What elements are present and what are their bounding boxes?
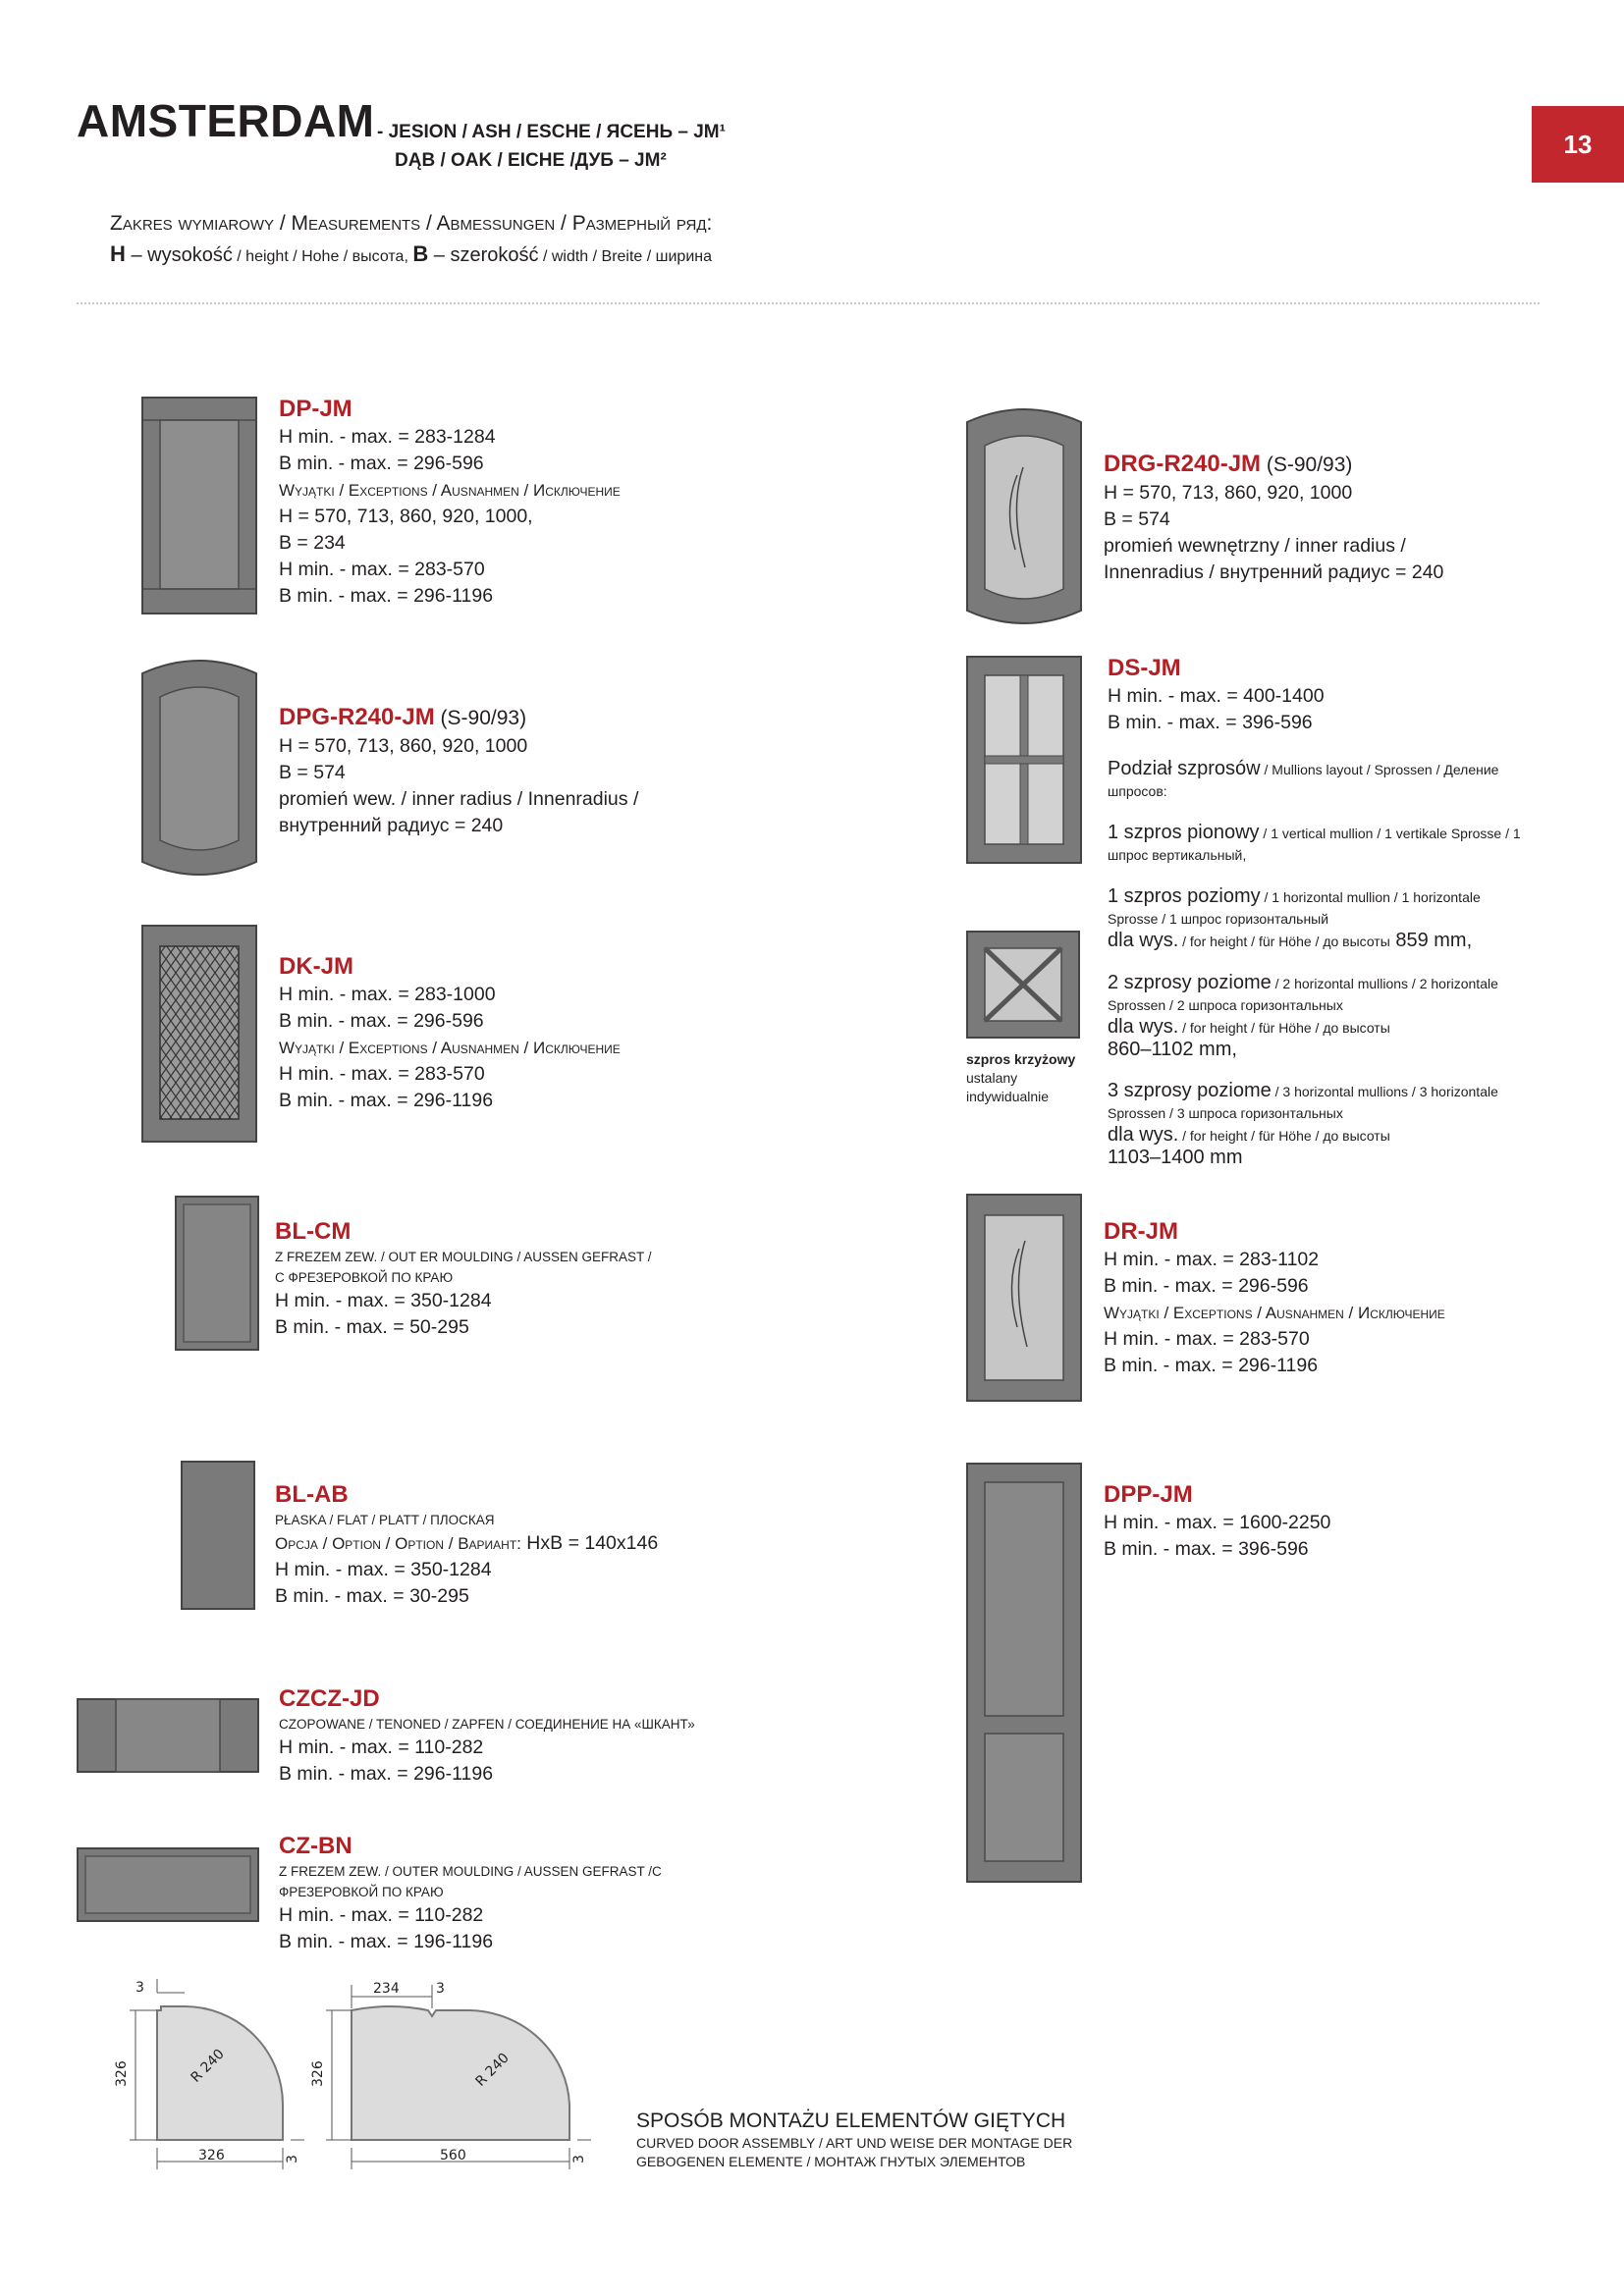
for-height: / for height / für Höhe / до высоты xyxy=(1178,1020,1390,1036)
h-letter: H xyxy=(110,241,126,267)
option-tr2: Sprosse / 1 шпрос горизонтальный xyxy=(1108,911,1329,927)
mullions-head: Podział szprosów xyxy=(1108,758,1261,779)
spec-line: B = 574 xyxy=(1104,508,1170,530)
h-label: – wysokość xyxy=(125,244,233,267)
panel-cz-bn-drawing xyxy=(77,1847,259,1922)
product-code xyxy=(1104,450,1443,480)
product-code: DR-JM xyxy=(1104,1218,1178,1245)
door-dp-jm-drawing xyxy=(141,397,257,614)
dim-radius: R 240 xyxy=(472,2050,513,2090)
option-head: 2 szprosy poziome xyxy=(1108,972,1272,993)
spec-dr-jm xyxy=(1104,1217,1445,1379)
ds-mullions-layout xyxy=(1108,758,1521,1168)
spec-line: H min. - max. = 283-1284 xyxy=(279,426,496,448)
option-head: 3 szprosy poziome xyxy=(1108,1080,1272,1101)
wood-species-line-1: - JESION / ASH / ESCHE / ЯСЕНЬ – JM¹ xyxy=(377,122,726,142)
product-code: DS-JM xyxy=(1108,655,1181,681)
mullion-option-h1 xyxy=(1108,885,1521,908)
spec-ds-jm xyxy=(1108,654,1325,736)
dim-bottom: 560 xyxy=(440,2148,466,2163)
cross-note-line: indywidualnie xyxy=(966,1089,1050,1104)
wood-species-line-2: DĄB / OAK / EICHE /ДУБ – JM² xyxy=(395,150,667,171)
option-label: Opcja / Option / Option / Вариант: xyxy=(275,1534,521,1553)
option-tr2: шпрос вертикальный, xyxy=(1108,847,1247,863)
spec-line: B min. - max. = 296-1196 xyxy=(279,1090,494,1111)
product-code: DP-JM xyxy=(279,396,352,422)
dla: dla wys. xyxy=(1108,1124,1179,1146)
assembly-caption-title: SPOSÓB MONTAŻU ELEMENTÓW GIĘTYCH xyxy=(636,2109,1066,2132)
spec-line: B min. - max. = 296-1196 xyxy=(279,585,494,607)
page-number-badge: 13 xyxy=(1532,106,1624,183)
code-extra: (S-90/93) xyxy=(1261,454,1353,476)
dla: dla wys. xyxy=(1108,1016,1179,1038)
h-translations: / height / Hohe / высота, xyxy=(232,248,413,266)
mullions-tr2: шпросов: xyxy=(1108,783,1167,799)
blind-bl-cm-drawing xyxy=(175,1196,259,1351)
door-dk-jm-drawing xyxy=(141,925,257,1143)
option-tr: / 1 horizontal mullion / 1 horizontale xyxy=(1260,889,1481,905)
option-height xyxy=(1108,1016,1521,1039)
panel-czcz-jd-drawing xyxy=(77,1698,259,1773)
spec-subtitle: ФРЕЗЕРОВКОЙ ПО КРАЮ xyxy=(279,1885,444,1899)
spec-subtitle: CZOPOWANE / TENONED / ZAPFEN / СОЕДИНЕНИЕ НА «ШКАНТ» xyxy=(279,1717,695,1732)
spec-line: H min. - max. = 110-282 xyxy=(279,1736,484,1758)
dim-side: 326 xyxy=(310,2060,326,2087)
code-text: DRG-R240-JM xyxy=(1104,451,1262,477)
spec-line: H min. - max. = 283-570 xyxy=(279,559,485,580)
assembly-caption-line: CURVED DOOR ASSEMBLY / ART UND WEISE DER MONTAGE DER xyxy=(636,2135,1073,2151)
for-height: / for height / für Höhe / до высоты xyxy=(1178,1128,1390,1144)
spec-line: B min. - max. = 30-295 xyxy=(275,1585,469,1607)
door-dr-jm-drawing xyxy=(966,1194,1082,1402)
spec-line: H = 570, 713, 860, 920, 1000 xyxy=(1104,482,1353,504)
curved-assembly-diagram-2 xyxy=(312,1979,597,2175)
product-code: BL-AB xyxy=(275,1481,349,1508)
spec-bl-ab xyxy=(275,1480,658,1610)
spec-line: B min. - max. = 50-295 xyxy=(275,1316,469,1338)
for-height: / for height / für Höhe / до высоты xyxy=(1178,934,1390,949)
dim-right: 3 xyxy=(571,2155,587,2163)
assembly-caption-line: GEBOGENEN ELEMENTE / МОНТАЖ ГНУТЫХ ЭЛЕМЕНТОВ xyxy=(636,2154,1026,2169)
spec-line: H min. - max. = 283-1102 xyxy=(1104,1249,1320,1270)
door-ds-jm-drawing xyxy=(966,656,1082,864)
spec-line: B min. - max. = 296-1196 xyxy=(1104,1355,1319,1376)
cross-note-line: ustalany xyxy=(966,1070,1018,1086)
spec-dp-jm xyxy=(279,395,621,610)
spec-subtitle: PŁASKA / FLAT / PLATT / ПЛОСКАЯ xyxy=(275,1513,495,1527)
spec-line: H min. - max. = 283-1000 xyxy=(279,984,496,1005)
height-value: 1103–1400 mm xyxy=(1108,1147,1243,1168)
spec-drg-r240-jm xyxy=(1104,450,1443,586)
spec-line: B min. - max. = 396-596 xyxy=(1104,1538,1309,1560)
spec-option xyxy=(275,1530,658,1557)
dim-radius: R 240 xyxy=(188,2046,228,2086)
option-head: 1 szpros poziomy xyxy=(1108,885,1261,907)
spec-line: H min. - max. = 400-1400 xyxy=(1108,685,1325,707)
cross-note-title: szpros krzyżowy xyxy=(966,1051,1076,1067)
header-divider xyxy=(77,302,1540,304)
measurements-key xyxy=(110,239,712,270)
spec-line: Innenradius / внутренний радиус = 240 xyxy=(1104,561,1444,583)
option-tr2: Sprossen / 2 шпроса горизонтальных xyxy=(1108,997,1343,1013)
option-height xyxy=(1108,930,1521,952)
spec-subtitle: С ФРЕЗЕРОВКОЙ ПО КРАЮ xyxy=(275,1270,454,1285)
height-value: 859 mm, xyxy=(1389,930,1473,951)
option-height xyxy=(1108,1124,1521,1147)
cross-mullion-note xyxy=(966,1050,1075,1106)
spec-line: H = 570, 713, 860, 920, 1000 xyxy=(279,735,528,757)
height-value: 860–1102 mm, xyxy=(1108,1039,1237,1060)
page-title: AMSTERDAM xyxy=(77,95,375,146)
product-code: BL-CM xyxy=(275,1218,352,1245)
exceptions-label: Wyjątki / Exceptions / Ausnahmen / Исключение xyxy=(279,1039,621,1057)
spec-cz-bn xyxy=(279,1832,662,1955)
dim-right: 3 xyxy=(285,2155,300,2163)
code-extra: (S-90/93) xyxy=(434,707,527,729)
spec-line: B min. - max. = 296-596 xyxy=(1104,1275,1309,1297)
spec-line: B = 234 xyxy=(279,532,346,554)
spec-dk-jm xyxy=(279,952,621,1114)
b-translations: / width / Breite / ширина xyxy=(538,248,712,266)
dim-top-b: 3 xyxy=(436,1981,445,1997)
exceptions-label: Wyjątki / Exceptions / Ausnahmen / Исключение xyxy=(1104,1304,1445,1322)
spec-line: H = 570, 713, 860, 920, 1000, xyxy=(279,506,533,527)
spec-line: B min. - max. = 396-596 xyxy=(1108,712,1313,733)
curved-assembly-diagram-1 xyxy=(116,1979,312,2175)
measurements-legend xyxy=(110,209,712,270)
spec-subtitle: Z FREZEM ZEW. / OUT ER MOULDING / AUSSEN GEFRAST / xyxy=(275,1250,652,1264)
spec-bl-cm xyxy=(275,1217,652,1341)
spec-line: H min. - max. = 350-1284 xyxy=(275,1290,492,1311)
cross-mullion-drawing xyxy=(966,931,1080,1039)
dim-side: 326 xyxy=(114,2060,130,2087)
spec-line: внутренний радиус = 240 xyxy=(279,815,504,836)
spec-line: B = 574 xyxy=(279,762,346,783)
exceptions-label: Wyjątki / Exceptions / Ausnahmen / Исключение xyxy=(279,481,621,500)
option-tr: / 1 vertical mullion / 1 vertikale Sprosse / 1 xyxy=(1259,826,1521,841)
product-code xyxy=(279,703,638,733)
product-code: DK-JM xyxy=(279,953,353,980)
product-code: CZ-BN xyxy=(279,1833,352,1859)
spec-line: B min. - max. = 296-1196 xyxy=(279,1763,494,1785)
code-text: DPG-R240-JM xyxy=(279,704,435,730)
b-letter: B xyxy=(412,241,429,267)
option-tr: / 3 horizontal mullions / 3 horizontale xyxy=(1271,1084,1498,1099)
product-code: CZCZ-JD xyxy=(279,1685,380,1712)
spec-line: H min. - max. = 1600-2250 xyxy=(1104,1512,1331,1533)
option-head: 1 szpros pionowy xyxy=(1108,822,1260,843)
spec-dpg-r240-jm xyxy=(279,703,638,839)
mullion-option-h2 xyxy=(1108,972,1521,994)
option-tr2: Sprossen / 3 шпроса горизонтальных xyxy=(1108,1105,1343,1121)
measurements-heading: Zakres wymiarowy / Measurements / Abmessungen / Размерный ряд: xyxy=(110,212,713,235)
spec-line: B min. - max. = 296-596 xyxy=(279,1010,484,1032)
spec-line: B min. - max. = 196-1196 xyxy=(279,1931,494,1952)
mullions-heading xyxy=(1108,758,1521,780)
mullions-tr: / Mullions layout / Sprossen / Деление xyxy=(1260,762,1499,777)
option-value: HxB = 140x146 xyxy=(520,1532,659,1554)
spec-line: H min. - max. = 110-282 xyxy=(279,1904,484,1926)
spec-line: B min. - max. = 296-596 xyxy=(279,453,484,474)
spec-line: H min. - max. = 350-1284 xyxy=(275,1559,492,1580)
b-label: – szerokość xyxy=(428,244,539,267)
option-tr: / 2 horizontal mullions / 2 horizontale xyxy=(1271,976,1498,991)
spec-czcz-jd xyxy=(279,1684,695,1788)
mullion-option-h3 xyxy=(1108,1080,1521,1102)
door-dpp-jm-drawing xyxy=(966,1463,1082,1883)
spec-line: H min. - max. = 283-570 xyxy=(279,1063,485,1085)
spec-line: promień wewnętrzny / inner radius / xyxy=(1104,535,1406,557)
spec-dpp-jm xyxy=(1104,1480,1330,1563)
mullion-option-vertical xyxy=(1108,822,1521,844)
spec-subtitle: Z FREZEM ZEW. / OUTER MOULDING / AUSSEN GEFRAST /С xyxy=(279,1864,662,1879)
product-code: DPP-JM xyxy=(1104,1481,1193,1508)
blind-bl-ab-drawing xyxy=(181,1461,255,1610)
dim-bottom: 326 xyxy=(198,2148,225,2163)
door-drg-r240-jm-drawing xyxy=(966,402,1082,630)
dim-top-a: 234 xyxy=(373,1981,400,1997)
door-dpg-r240-jm-drawing xyxy=(141,654,257,881)
spec-line: H min. - max. = 283-570 xyxy=(1104,1328,1310,1350)
spec-line: promień wew. / inner radius / Innenradius / xyxy=(279,788,639,810)
dim-top: 3 xyxy=(135,1980,144,1996)
dla: dla wys. xyxy=(1108,930,1179,951)
assembly-caption xyxy=(636,2109,1072,2171)
